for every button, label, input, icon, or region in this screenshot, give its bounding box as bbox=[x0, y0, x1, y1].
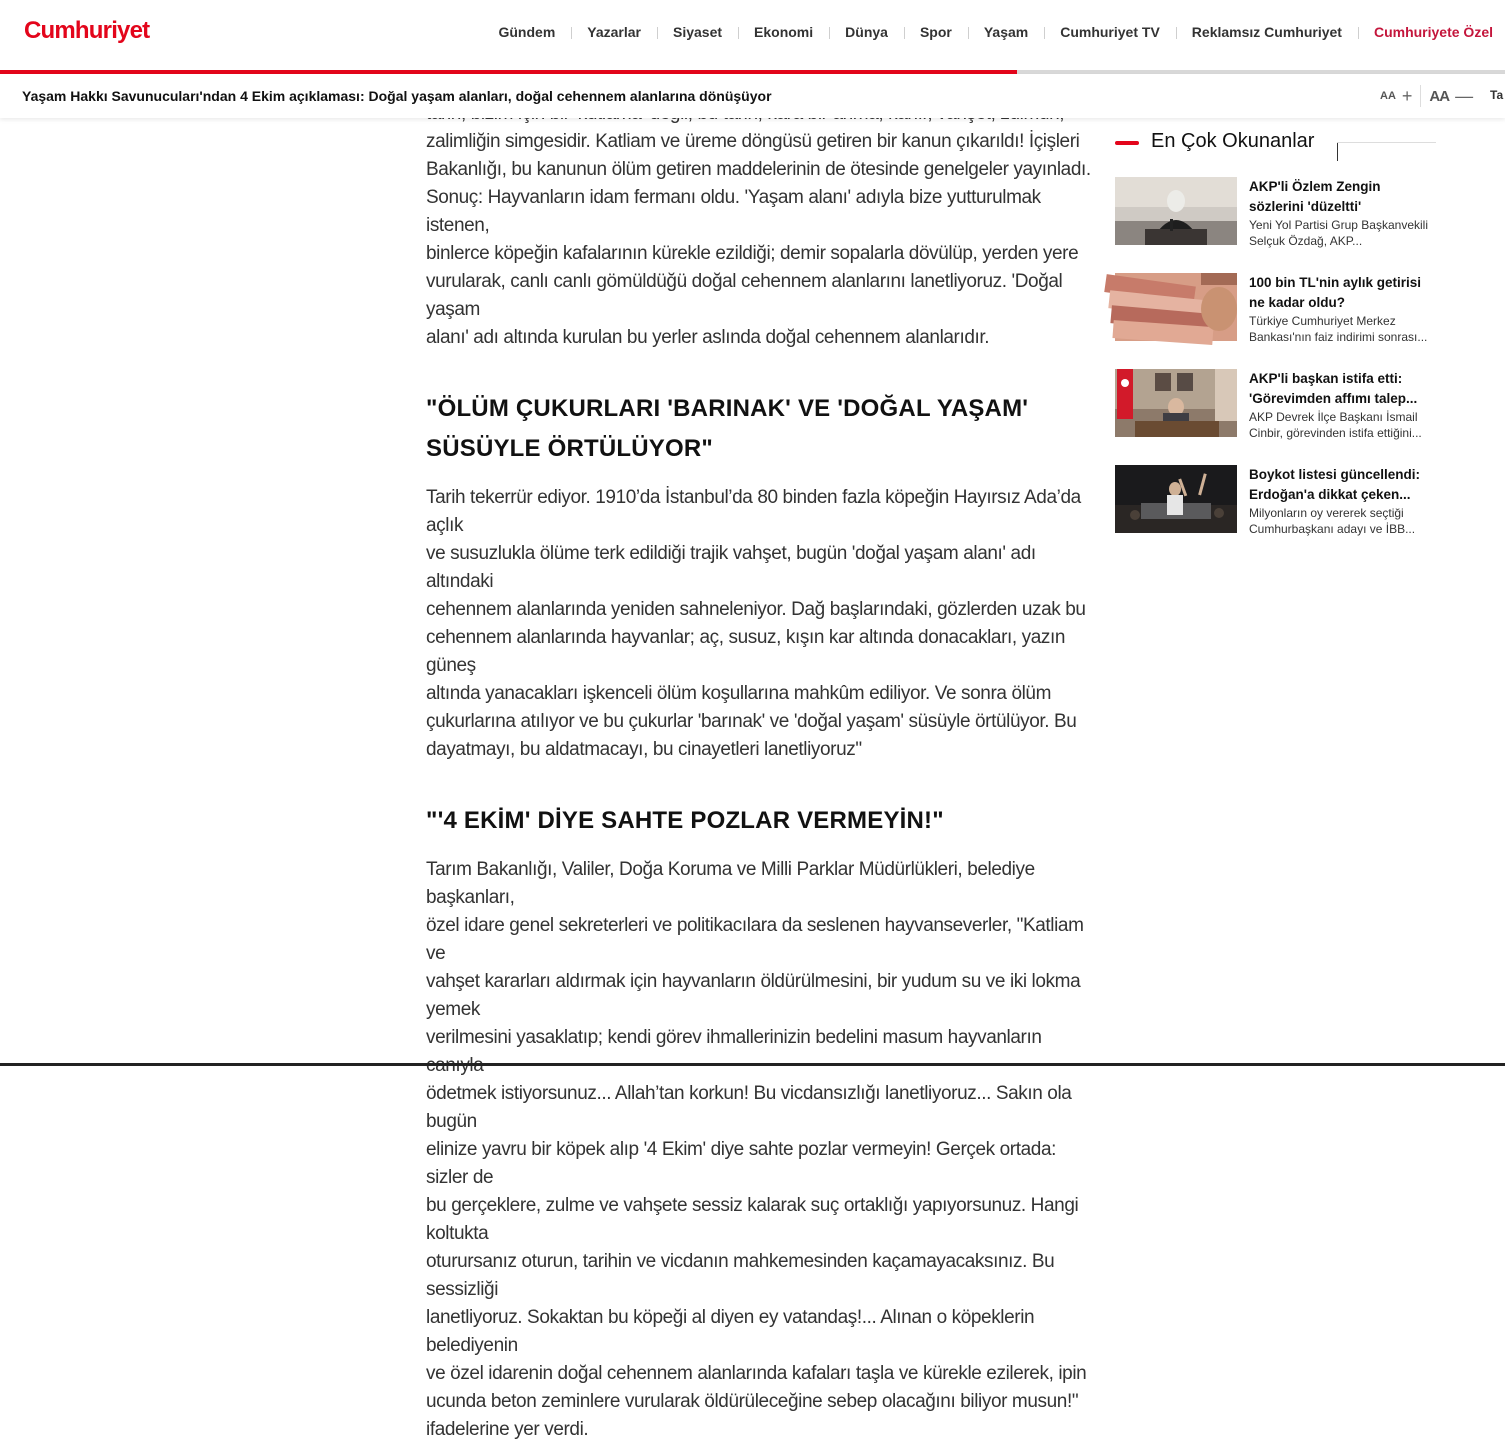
parliament-speaker-photo-icon[interactable] bbox=[1115, 177, 1237, 245]
most-read-title[interactable]: Boykot listesi güncellendi: Erdoğan'a dikkat çeken... bbox=[1249, 467, 1421, 502]
paragraph-line: binlerce köpeğin kafalarının kürekle ezildiği; demir sopalarla dövülüp, yerden yere bbox=[426, 243, 1079, 264]
paragraph-line: cehennem alanlarında yeniden sahneleniyor. Dağ başlarındaki, gözlerden uzak bu bbox=[426, 599, 1086, 620]
font-size-controls bbox=[1372, 84, 1481, 108]
clipped-control-label[interactable]: Ta bbox=[1490, 88, 1504, 102]
most-read-item[interactable] bbox=[1115, 369, 1436, 439]
paragraph-line: lanetliyoruz. Sokaktan bu köpeği al diyen ey vatandaş!... Alınan o köpeklerin belediyenin bbox=[426, 1307, 1035, 1356]
plus-icon: + bbox=[1401, 85, 1413, 106]
nav-item-yasam[interactable]: Yaşam bbox=[968, 24, 1044, 40]
paragraph-line: zalimliğin simgesidir. Katliam ve üreme döngüsü getiren bir kanun çıkarıldı! İçişleri bbox=[426, 131, 1080, 152]
paragraph-line: Sonuç: Hayvanların idam fermanı oldu. 'Yaşam alanı' adıyla bize yutturulmak istenen, bbox=[426, 187, 1041, 236]
most-read-desc bbox=[1249, 505, 1436, 537]
sidebar-divider bbox=[1337, 142, 1436, 143]
most-read-desc bbox=[1249, 313, 1436, 345]
paragraph-line: altında yanacakları işkenceli ölüm koşullarına mahkûm ediliyor. Ve sonra ölüm bbox=[426, 683, 1052, 704]
paragraph-line: dayatmayı, bu aldatmacayı, bu cinayetleri lanetliyoruz" bbox=[426, 739, 862, 760]
article-paragraph bbox=[426, 484, 1094, 764]
most-read-item[interactable] bbox=[1115, 465, 1436, 535]
font-icon-big: AA bbox=[1429, 87, 1450, 105]
main-nav bbox=[482, 24, 1493, 40]
article-body bbox=[426, 100, 1094, 1444]
nav-item-ekonomi[interactable]: Ekonomi bbox=[738, 24, 829, 40]
nav-item-dunya[interactable]: Dünya bbox=[829, 24, 904, 40]
most-read-desc bbox=[1249, 409, 1436, 441]
office-flags-photo-icon[interactable] bbox=[1115, 369, 1237, 437]
paragraph-line: Tarım Bakanlığı, Valiler, Doğa Koruma ve Milli Parklar Müdürlükleri, belediye başkanları, bbox=[426, 859, 1035, 908]
window-bottom-edge bbox=[0, 1063, 1505, 1066]
sidebar-title: En Çok Okunanlar bbox=[1151, 130, 1315, 152]
nav-item-reklamsiz[interactable]: Reklamsız Cumhuriyet bbox=[1176, 24, 1358, 40]
paragraph-line: verilmesini yasaklatıp; kendi görev ihmallerinizin bedelini masum hayvanların bbox=[426, 1027, 1042, 1048]
desc-text: Yeni Yol Partisi Grup Başkanvekili Selçuk Özdağ, AKP... bbox=[1249, 218, 1428, 248]
article-paragraph bbox=[426, 856, 1094, 1444]
site-header bbox=[0, 0, 1505, 72]
paragraph-line: ucunda beton zeminlere vurularak öldürüleceğine sebep olacağını biliyor musun!" bbox=[426, 1391, 1079, 1412]
paragraph-line: Tarih tekerrür ediyor. 1910’da İstanbul’da 80 binden fazla köpeğin Hayırsız Ada’da açlık bbox=[426, 487, 1081, 536]
nav-item-spor[interactable]: Spor bbox=[904, 24, 968, 40]
minus-icon: — bbox=[1455, 85, 1474, 106]
paragraph-line: ve susuzlukla ölüme terk edildiği trajik vahşet, bugün 'doğal yaşam alanı' adı altındaki bbox=[426, 543, 1036, 592]
sticky-article-bar bbox=[0, 74, 1505, 118]
paragraph-line: vahşet kararları aldırmak için hayvanların öldürülmesini, bir yudum su ve iki lokma yemek bbox=[426, 971, 1081, 1020]
text-cursor bbox=[1337, 143, 1338, 161]
heading-line: SÜSÜYLE ÖRTÜLÜYOR" bbox=[426, 435, 713, 462]
sidebar-accent-bar bbox=[1115, 141, 1139, 145]
paragraph-line: oturursanız oturun, tarihin ve vicdanın mahkemesinden kaçamayacaksınız. Bu sessizliği bbox=[426, 1251, 1055, 1300]
nav-item-yazarlar[interactable]: Yazarlar bbox=[571, 24, 657, 40]
most-read-item[interactable] bbox=[1115, 177, 1436, 247]
decrease-font-button[interactable] bbox=[1421, 84, 1481, 108]
paragraph-line: bu gerçeklere, zulme ve vahşete sessiz kalarak suç ortaklığı yapıyorsunuz. Hangi koltukta bbox=[426, 1195, 1079, 1244]
site-logo[interactable]: Cumhuriyet bbox=[24, 17, 150, 44]
nav-item-cumhuriyete-ozel[interactable]: Cumhuriyete Özel bbox=[1358, 24, 1493, 40]
most-read-desc bbox=[1249, 217, 1436, 249]
paragraph-line: vurularak, canlı canlı gömüldüğü doğal cehennem alanlarını lanetliyoruz. 'Doğal yaşam bbox=[426, 271, 1063, 320]
increase-font-button[interactable] bbox=[1372, 84, 1420, 108]
most-read-sidebar bbox=[1115, 130, 1436, 536]
sticky-article-title: Yaşam Hakkı Savunucuları'ndan 4 Ekim açıklaması: Doğal yaşam alanları, doğal cehennem alanlarına dönüşüyor bbox=[22, 88, 772, 104]
section-heading: "'4 EKİM' DİYE SAHTE POZLAR VERMEYİN!" bbox=[426, 807, 944, 834]
most-read-title[interactable]: AKP'li başkan istifa etti: 'Görevimden affımı talep... bbox=[1249, 371, 1418, 406]
paragraph-line: cehennem alanlarında hayvanlar; aç, susuz, kışın kar altında donacakları, yazın güneş bbox=[426, 627, 1066, 676]
section-heading bbox=[426, 389, 1094, 469]
nav-item-cumhuriyet-tv[interactable]: Cumhuriyet TV bbox=[1044, 24, 1176, 40]
article-paragraph bbox=[426, 100, 1094, 352]
desc-text: Türkiye Cumhuriyet Merkez Bankası'nın faiz indirimi sonrası... bbox=[1249, 314, 1428, 344]
paragraph-line: çukurlarına atılıyor ve bu çukurlar 'barınak' ve 'doğal yaşam' süsüyle örtülüyor. Bu bbox=[426, 711, 1077, 732]
desc-text: AKP Devrek İlçe Başkanı İsmail Cinbir, görevinden istifa ettiğini... bbox=[1249, 410, 1422, 440]
paragraph-line: ifadelerine yer verdi. bbox=[426, 1419, 589, 1440]
paragraph-line: alanı' adı altında kurulan bu yerler aslında doğal cehennem alanlarıdır. bbox=[426, 327, 990, 348]
nav-item-siyaset[interactable]: Siyaset bbox=[657, 24, 738, 40]
paragraph-line: özel idare genel sekreterleri ve politikacılara da seslenen hayvanseverler, "Katliam ve bbox=[426, 915, 1084, 964]
font-icon-small: AA bbox=[1380, 90, 1396, 102]
most-read-title[interactable]: AKP'li Özlem Zengin sözlerini 'düzeltti' bbox=[1249, 179, 1381, 214]
most-read-item[interactable] bbox=[1115, 273, 1436, 343]
sidebar-header bbox=[1115, 130, 1436, 160]
desc-text: Milyonların oy vererek seçtiği Cumhurbaşkanı adayı ve İBB... bbox=[1249, 506, 1416, 536]
most-read-title[interactable]: 100 bin TL'nin aylık getirisi ne kadar oldu? bbox=[1249, 275, 1422, 310]
heading-line: "ÖLÜM ÇUKURLARI 'BARINAK' VE 'DOĞAL YAŞAM' bbox=[426, 395, 1029, 422]
paragraph-line: Bakanlığı, bu kanunun ölüm getiren maddelerinin de ötesinde genelgeler yayınladı. bbox=[426, 159, 1091, 180]
paragraph-line: ve özel idarenin doğal cehennem alanlarında kafaları taşla ve kürekle ezilerek, ipin bbox=[426, 1363, 1087, 1384]
nav-item-gundem[interactable]: Gündem bbox=[498, 24, 556, 40]
rally-photo-icon[interactable] bbox=[1115, 465, 1237, 533]
paragraph-line: ödetmek istiyorsunuz... Allah’tan korkun! Bu vicdansızlığı lanetliyoruz... Sakın ola bugün bbox=[426, 1083, 1072, 1132]
paragraph-line: elinize yavru bir köpek alıp '4 Ekim' diye sahte pozlar vermeyin! Gerçek ortada: sizler de bbox=[426, 1139, 1056, 1188]
banknotes-photo-icon[interactable] bbox=[1115, 273, 1237, 341]
